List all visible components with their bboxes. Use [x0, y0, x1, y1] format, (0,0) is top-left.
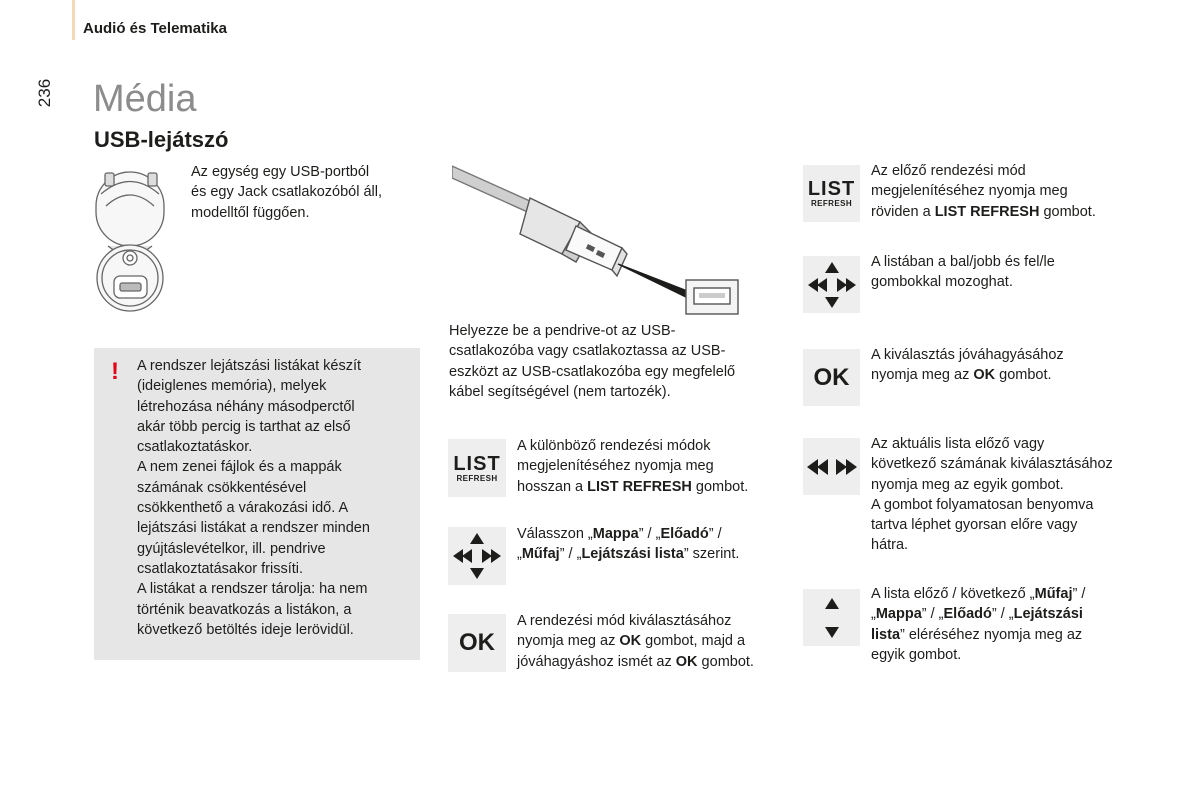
instruction-line: Az előző rendezési mód [871, 163, 1026, 179]
emphasized-term: LIST REFRESH [587, 478, 692, 495]
emphasized-term: OK [675, 653, 698, 670]
warning-text [137, 356, 370, 640]
emphasized-term: LIST REFRESH [934, 203, 1040, 220]
section-header: Audió és Telematika [83, 20, 227, 37]
emphasized-term: Műfaj [521, 546, 560, 563]
instruction-ok-select [517, 611, 754, 672]
warning-line: csatlakoztatásakor frissíti. [137, 560, 303, 577]
usb-plug-illustration-icon [452, 164, 742, 320]
warning-line: csökkenthető a várakozási idő. A [137, 500, 349, 517]
intro-line: modelltől függően. [191, 204, 310, 221]
instruction-navigate-list [871, 252, 1055, 293]
instruction-line: hosszan a LIST REFRESH gombot. [517, 478, 749, 495]
emphasized-term: OK [619, 633, 642, 650]
list-label: LIST [453, 452, 501, 475]
instruction-list-refresh-long [517, 436, 748, 497]
navigation-cross-icon [803, 256, 860, 313]
instruction-line: egyik gombot. [871, 646, 962, 663]
instruction-line: Az aktuális lista előző vagy [871, 436, 1045, 452]
up-down-arrows-icon [803, 589, 860, 646]
instruction-line: röviden a LIST REFRESH gombot. [871, 203, 1096, 220]
skip-arrows-icon [803, 438, 860, 495]
warning-line: A listákat a rendszer tárolja: ha nem [137, 581, 368, 598]
warning-line: történik beavatkozás a listákon, a [137, 601, 352, 618]
instruction-line: A rendezési mód kiválasztásához [517, 613, 732, 629]
instruction-line: következő számának kiválasztásához [871, 456, 1113, 473]
instruction-line: csatlakozóba vagy csatlakoztassa az USB- [449, 343, 726, 360]
warning-line: gyújtáslevételkor, ill. pendrive [137, 540, 326, 557]
instruction-line: A kiválasztás jóváhagyásához [871, 347, 1064, 363]
warning-line: (ideiglenes memória), melyek [137, 378, 327, 395]
instruction-line: Válasszon „Mappa” / „Előadó” / [517, 526, 722, 542]
instruction-line: kábel segítségével (nem tartozék). [449, 383, 671, 400]
list-label: LIST [807, 178, 856, 200]
instruction-line: nyomja meg az egyik gombot. [871, 476, 1064, 493]
emphasized-term: Mappa [875, 606, 922, 623]
list-refresh-icon [803, 165, 860, 222]
ok-label: OK [459, 629, 495, 656]
emphasized-term: Mappa [592, 526, 639, 542]
warning-line: A rendszer lejátszási listákat készít [137, 358, 362, 374]
instruction-line: lista” eléréséhez nyomja meg az [871, 626, 1083, 643]
refresh-label: REFRESH [810, 199, 853, 208]
instruction-line: A különböző rendezési módok [517, 438, 711, 454]
refresh-label: REFRESH [456, 473, 498, 483]
emphasized-term: Lejátszási [1013, 606, 1083, 623]
usb-port-illustration-icon [92, 164, 172, 318]
instruction-line: A listában a bal/jobb és fel/le [871, 254, 1055, 270]
instruction-line: A lista előző / következő „Műfaj” / [871, 586, 1086, 602]
instruction-line: megjelenítéséhez nyomja meg [871, 183, 1068, 200]
emphasized-term: Előadó [660, 526, 709, 542]
warning-line: következő betöltés ideje lerövidül. [137, 621, 354, 638]
instruction-change-list [871, 584, 1085, 665]
warning-line: létrehozása néhány másodperctől [137, 398, 355, 415]
list-refresh-icon [448, 439, 506, 497]
intro-line: Az egység egy USB-portból [191, 164, 370, 180]
instruction-ok-confirm [871, 345, 1064, 386]
instruction-line: megjelenítéséhez nyomja meg [517, 458, 714, 475]
warning-icon: ! [111, 358, 119, 385]
ok-icon [803, 349, 860, 406]
emphasized-term: Lejátszási lista [581, 546, 684, 563]
emphasized-term: OK [973, 367, 996, 384]
instruction-line: „Műfaj” / „Lejátszási lista” szerint. [517, 546, 740, 563]
instruction-line: nyomja meg az OK gombot, majd a [517, 633, 746, 650]
ok-icon [448, 614, 506, 672]
warning-line: lejátszási listákat a rendszer minden [137, 520, 370, 537]
instruction-list-refresh-short [871, 161, 1096, 222]
subtitle: USB-lejátszó [94, 127, 229, 152]
instruction-line: hátra. [871, 537, 909, 554]
ok-label: OK [813, 363, 850, 391]
usb-insert-instructions [449, 321, 735, 402]
page-title: Média [93, 78, 197, 120]
instruction-line: jóváhagyáshoz ismét az OK gombot. [517, 653, 754, 670]
intro-line: és egy Jack csatlakozóból áll, [191, 184, 383, 201]
instruction-sort-categories [517, 524, 739, 565]
instruction-skip-track [871, 434, 1113, 556]
emphasized-term: Előadó [943, 606, 992, 623]
warning-line: A nem zenei fájlok és a mappák [137, 459, 342, 476]
instruction-line: gombokkal mozoghat. [871, 274, 1013, 291]
page-number: 236 [35, 78, 54, 108]
instruction-line: tartva léphet gyorsan előre vagy [871, 517, 1078, 534]
instruction-line: „Mappa” / „Előadó” / „Lejátszási [871, 606, 1083, 623]
instruction-line: eszközt az USB-csatlakozóba egy megfelelő [449, 363, 736, 380]
intro-text [191, 162, 382, 223]
emphasized-term: Műfaj [1034, 586, 1073, 602]
warning-line: csatlakoztatáskor. [137, 439, 253, 456]
warning-line: számának csökkentésével [137, 479, 307, 496]
header-accent-bar [72, 0, 75, 40]
instruction-line: Helyezze be a pendrive-ot az USB- [449, 323, 676, 339]
instruction-line: nyomja meg az OK gombot. [871, 367, 1052, 384]
emphasized-term: lista [871, 626, 901, 643]
navigation-cross-icon [448, 527, 506, 585]
instruction-line: A gombot folyamatosan benyomva [871, 496, 1094, 513]
warning-line: akár több percig is tarthat az első [137, 418, 351, 435]
